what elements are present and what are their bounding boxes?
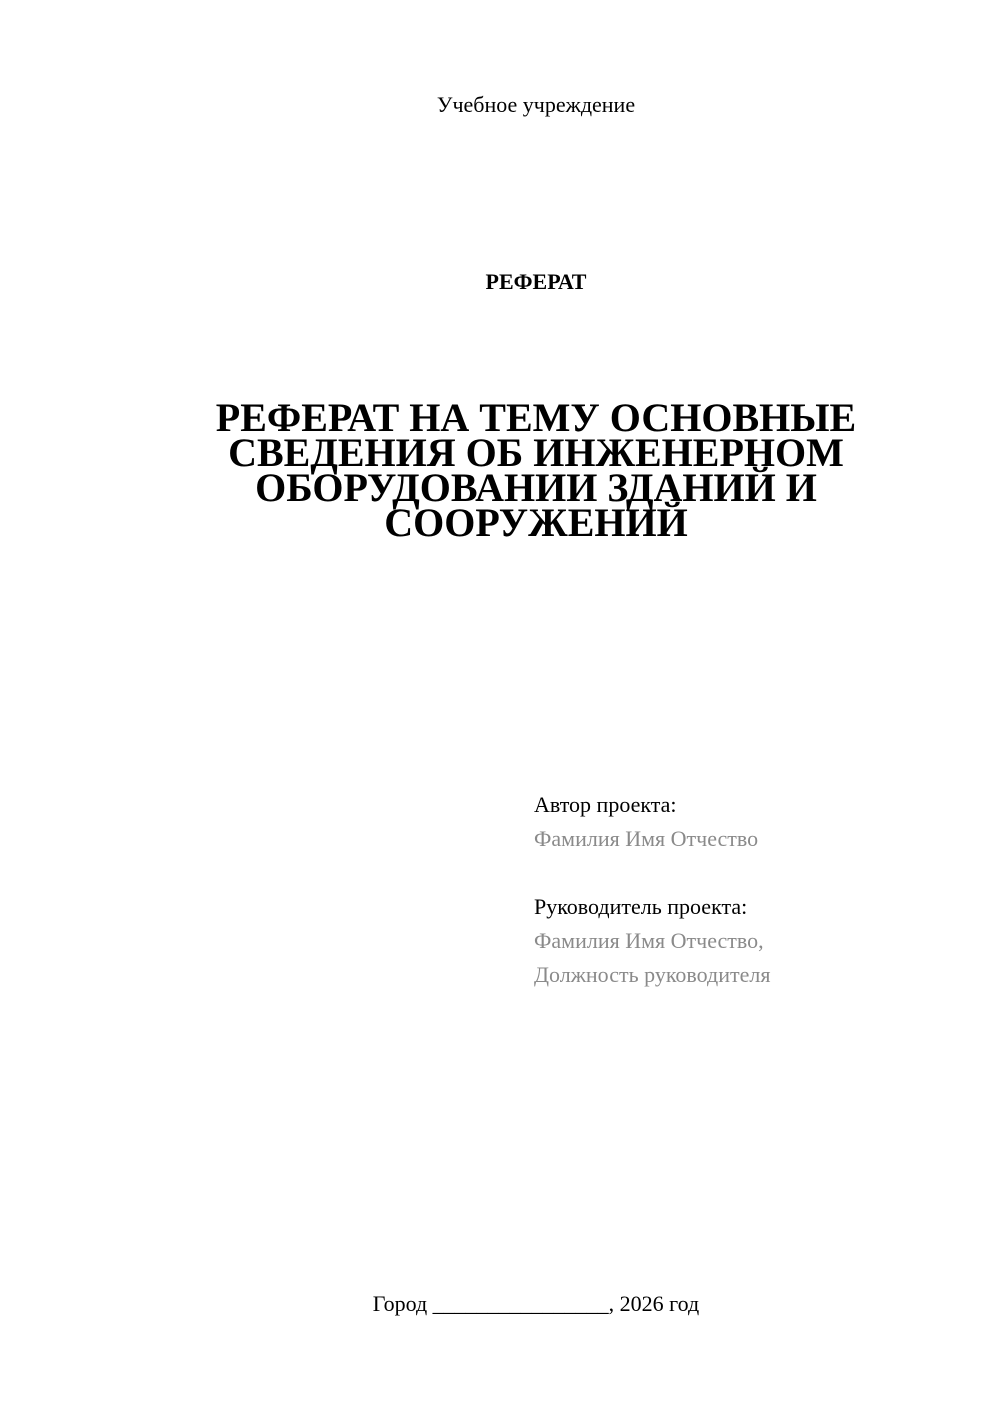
supervisor-name: Фамилия Имя Отчество,	[534, 928, 764, 953]
institution-name: Учебное учреждение	[436, 92, 636, 117]
title-line: РЕФЕРАТ НА ТЕМУ ОСНОВНЫЕ	[215, 395, 857, 440]
author-label: Автор проекта:	[534, 792, 677, 817]
supervisor-position: Должность руководителя	[534, 962, 771, 987]
title-line: ОБОРУДОВАНИИ ЗДАНИЙ И	[255, 465, 817, 510]
credits-block	[534, 788, 974, 992]
document-type: РЕФЕРАТ	[485, 269, 587, 294]
credit-spacer	[534, 856, 974, 890]
author-name: Фамилия Имя Отчество	[534, 826, 759, 851]
title-line: СВЕДЕНИЯ ОБ ИНЖЕНЕРНОМ	[228, 430, 844, 475]
supervisor-label: Руководитель проекта:	[534, 894, 748, 919]
title-line: СООРУЖЕНИЙ	[384, 500, 688, 545]
city-year-line: Город ________________, 2026 год	[372, 1291, 700, 1316]
document-title	[200, 395, 872, 545]
